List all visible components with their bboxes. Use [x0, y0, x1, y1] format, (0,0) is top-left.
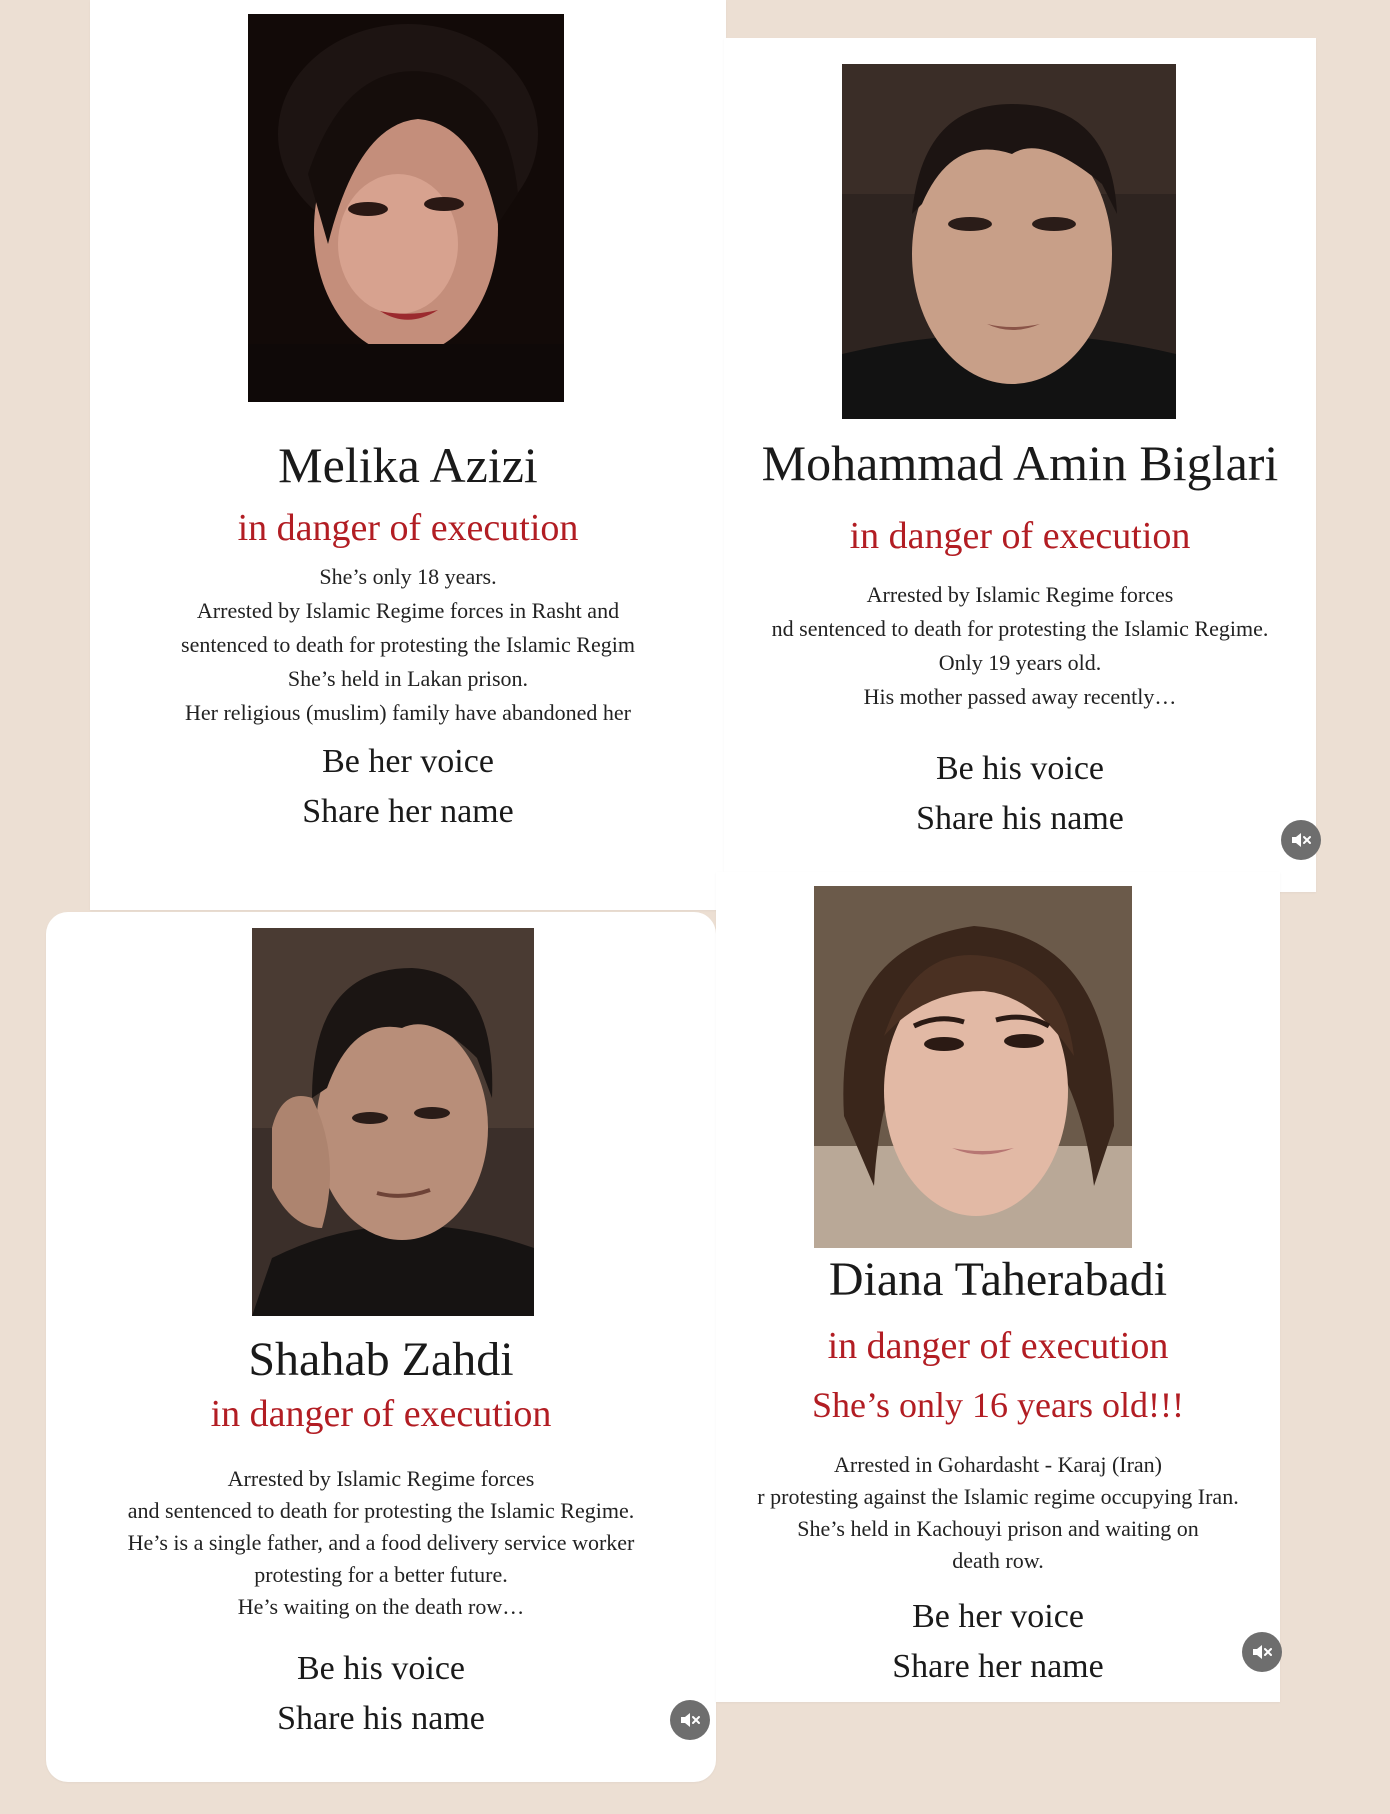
description-line: sentenced to death for protesting the Islamic Regim	[181, 632, 635, 657]
card-diana-taherabadi	[716, 872, 1280, 1702]
description-line: r protesting against the Islamic regime occupying Iran.	[757, 1484, 1239, 1509]
description-line: Only 19 years old.	[938, 650, 1102, 675]
description-line: nd sentenced to death for protesting the Islamic Regime.	[771, 616, 1269, 641]
description-line: He’s is a single father, and a food delivery service worker	[127, 1530, 635, 1555]
description-line: protesting for a better future.	[254, 1562, 508, 1587]
description-line: Arrested by Islamic Regime forces	[866, 582, 1174, 607]
person-name: Mohammad Amin Biglari	[761, 435, 1279, 491]
description-line: Arrested in Gohardasht - Karaj (Iran)	[833, 1452, 1163, 1477]
speaker-muted-icon	[1250, 1640, 1274, 1664]
description-line: His mother passed away recently…	[863, 684, 1177, 709]
speaker-muted-icon	[678, 1708, 702, 1732]
description-line: Arrested by Islamic Regime forces in Rasht and	[196, 598, 620, 623]
portrait-photo	[842, 64, 1176, 419]
danger-status: in danger of execution	[237, 507, 579, 549]
description-line: Arrested by Islamic Regime forces	[227, 1466, 535, 1491]
card-shahab-zahdi	[46, 912, 716, 1782]
danger-status: in danger of execution	[849, 515, 1191, 557]
person-name: Melika Azizi	[278, 437, 538, 493]
card-melika-azizi	[90, 0, 726, 910]
description-line: She’s only 18 years.	[319, 564, 497, 589]
call-to-action: Share his name	[916, 800, 1124, 837]
call-to-action: Share his name	[277, 1700, 485, 1737]
description-line: and sentenced to death for protesting the Islamic Regime.	[127, 1498, 635, 1523]
person-name: Shahab Zahdi	[248, 1333, 514, 1386]
speaker-muted-icon	[1289, 828, 1313, 852]
call-to-action: Be his voice	[296, 1650, 466, 1687]
age-note: She’s only 16 years old!!!	[812, 1385, 1184, 1425]
mute-button[interactable]	[1281, 820, 1321, 860]
portrait-photo	[248, 14, 564, 402]
call-to-action: Be her voice	[322, 743, 494, 780]
description-line: He’s waiting on the death row…	[237, 1594, 525, 1619]
call-to-action: Share her name	[892, 1648, 1104, 1685]
card-mohammad-amin-biglari	[724, 38, 1316, 892]
mute-button[interactable]	[670, 1700, 710, 1740]
description-line: death row.	[952, 1548, 1044, 1573]
danger-status: in danger of execution	[827, 1325, 1169, 1367]
call-to-action: Be her voice	[912, 1598, 1084, 1635]
person-name: Diana Taherabadi	[828, 1253, 1168, 1306]
portrait-photo	[814, 886, 1132, 1248]
portrait-photo	[252, 928, 534, 1316]
description-line: Her religious (muslim) family have abandoned her	[185, 700, 631, 725]
call-to-action: Share her name	[302, 793, 514, 830]
call-to-action: Be his voice	[935, 750, 1105, 787]
description-line: She’s held in Kachouyi prison and waiting on	[797, 1516, 1199, 1541]
danger-status: in danger of execution	[210, 1393, 552, 1435]
description-line: She’s held in Lakan prison.	[287, 666, 529, 691]
mute-button[interactable]	[1242, 1632, 1282, 1672]
